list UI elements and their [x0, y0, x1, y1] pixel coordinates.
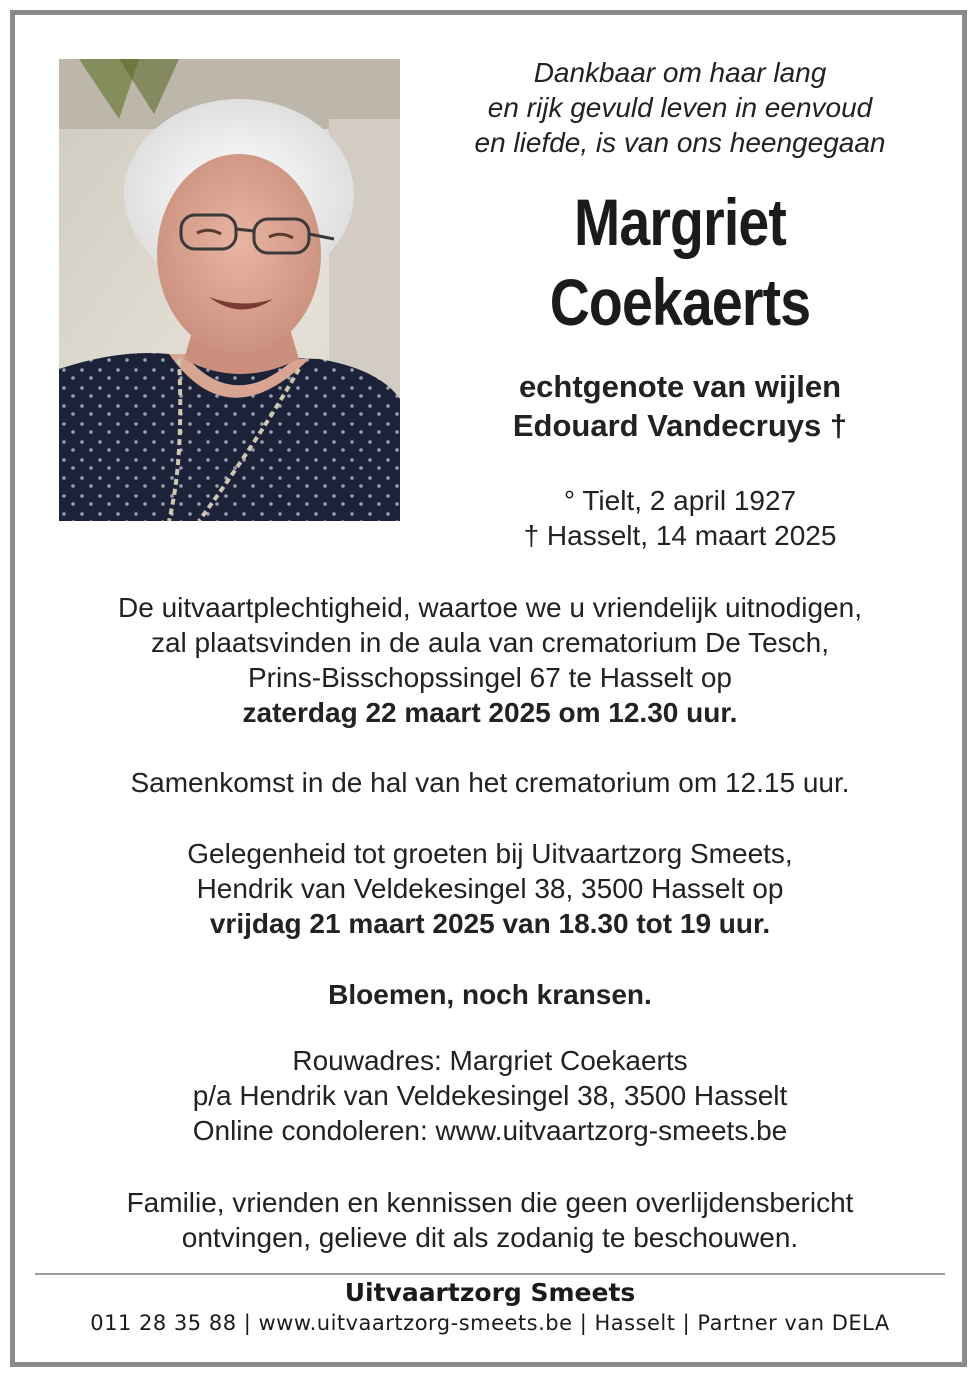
notice-line-1: Familie, vrienden en kennissen die geen overlijdensbericht: [126, 1187, 854, 1218]
flowers-block: [30, 977, 950, 1012]
visitation-block: [30, 836, 950, 941]
ceremony-line-2: zal plaatsvinden in de aula van crematorium De Tesch,: [150, 627, 830, 658]
first-name: Margriet: [573, 185, 786, 259]
condolence-link[interactable]: Online condoleren: www.uitvaartzorg-smeets.be: [192, 1115, 788, 1146]
footer-company: Uitvaartzorg Smeets: [344, 1278, 636, 1307]
gathering-block: [30, 765, 950, 800]
notice-block: [30, 1185, 950, 1255]
intro-text: [420, 55, 940, 160]
address-line-2: p/a Hendrik van Veldekesingel 38, 3500 Hasselt: [192, 1080, 788, 1111]
ceremony-date: zaterdag 22 maart 2025 om 12.30 uur.: [242, 697, 738, 728]
visitation-line-1: Gelegenheid tot groeten bij Uitvaartzorg Smeets,: [187, 838, 793, 869]
gathering-line: Samenkomst in de hal van het crematorium om 12.15 uur.: [130, 767, 850, 798]
last-name: Coekaerts: [549, 265, 811, 339]
spouse-line-2: Edouard Vandecruys †: [512, 408, 848, 443]
spouse-info: [420, 367, 940, 445]
birth-date: ° Tielt, 2 april 1927: [563, 485, 797, 516]
notice-line-2: ontvingen, gelieve dit als zodanig te beschouwen.: [181, 1222, 799, 1253]
ceremony-block: [30, 590, 950, 730]
intro-line-1: Dankbaar om haar lang: [533, 57, 827, 88]
visitation-date: vrijdag 21 maart 2025 van 18.30 tot 19 uur.: [209, 908, 771, 939]
portrait-photo: [59, 59, 400, 521]
death-date: † Hasselt, 14 maart 2025: [523, 520, 837, 551]
ceremony-line-3: Prins-Bisschopssingel 67 te Hasselt op: [247, 662, 732, 693]
intro-line-3: en liefde, is van ons heengegaan: [474, 127, 886, 158]
footer-divider: [35, 1273, 945, 1275]
ceremony-line-1: De uitvaartplechtigheid, waartoe we u vriendelijk uitnodigen,: [118, 592, 862, 623]
intro-line-2: en rijk gevuld leven in eenvoud: [487, 92, 873, 123]
footer-contact: 011 28 35 88 | www.uitvaartzorg-smeets.be | Hasselt | Partner van DELA: [90, 1311, 890, 1335]
deceased-name: [462, 182, 899, 342]
visitation-line-2: Hendrik van Veldekesingel 38, 3500 Hasselt op: [196, 873, 784, 904]
address-line-1: Rouwadres: Margriet Coekaerts: [292, 1045, 688, 1076]
life-dates: [420, 483, 940, 553]
flowers-line: Bloemen, noch kransen.: [328, 979, 652, 1010]
spouse-line-1: echtgenote van wijlen: [518, 369, 842, 404]
address-block: [30, 1043, 950, 1148]
